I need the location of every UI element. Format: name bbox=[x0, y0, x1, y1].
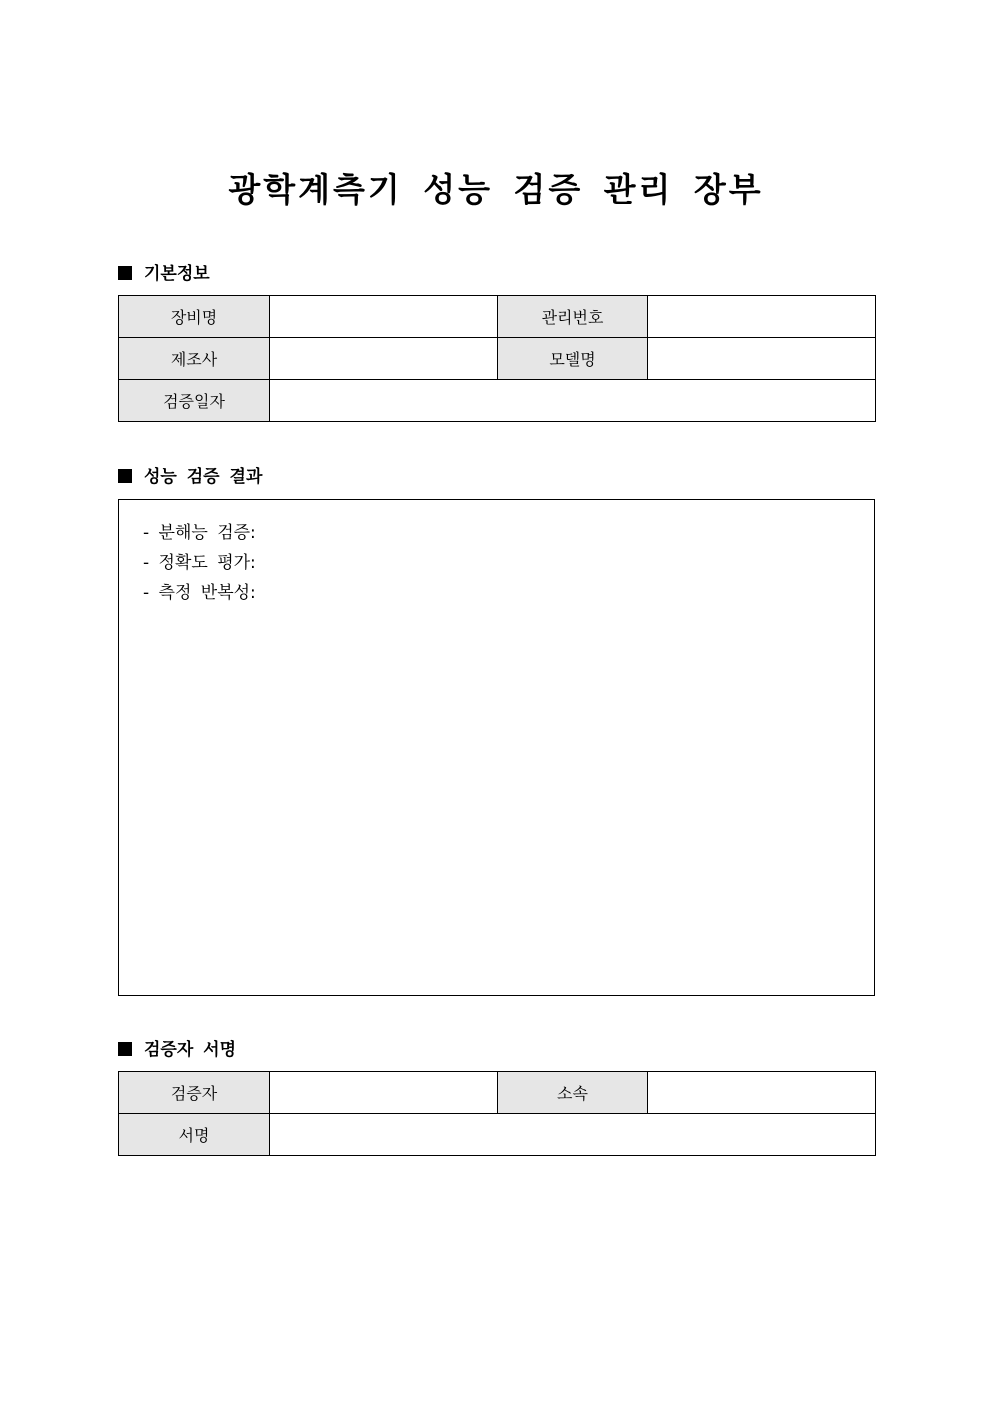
field-sign[interactable] bbox=[270, 1114, 876, 1156]
label-equipment: 장비명 bbox=[119, 296, 270, 338]
field-verifier[interactable] bbox=[270, 1072, 498, 1114]
square-bullet-icon bbox=[118, 266, 132, 280]
field-mgmt-no[interactable] bbox=[648, 296, 876, 338]
results-box[interactable] bbox=[118, 499, 875, 996]
square-bullet-icon bbox=[118, 1042, 132, 1056]
result-item: - 분해능 검증: bbox=[143, 523, 256, 543]
basic-info-table bbox=[118, 295, 876, 422]
section-heading-results: 성능 검증 결과 bbox=[118, 462, 262, 487]
field-date[interactable] bbox=[270, 380, 876, 422]
label-date: 검증일자 bbox=[119, 380, 270, 422]
square-bullet-icon bbox=[118, 469, 132, 483]
result-item: - 정확도 평가: bbox=[143, 553, 256, 573]
label-model: 모델명 bbox=[498, 338, 648, 380]
field-equipment[interactable] bbox=[270, 296, 498, 338]
label-affiliation: 소속 bbox=[498, 1072, 648, 1114]
field-maker[interactable] bbox=[270, 338, 498, 380]
label-maker: 제조사 bbox=[119, 338, 270, 380]
page-title: 광학계측기 성능 검증 관리 장부 bbox=[228, 170, 764, 209]
signature-table bbox=[118, 1071, 876, 1156]
label-sign: 서명 bbox=[119, 1114, 270, 1156]
section-heading-signature: 검증자 서명 bbox=[118, 1035, 236, 1060]
field-model[interactable] bbox=[648, 338, 876, 380]
result-item: - 측정 반복성: bbox=[143, 583, 256, 603]
label-mgmt-no: 관리번호 bbox=[498, 296, 648, 338]
field-affiliation[interactable] bbox=[648, 1072, 876, 1114]
label-verifier: 검증자 bbox=[119, 1072, 270, 1114]
section-heading-basic: 기본정보 bbox=[118, 259, 210, 284]
